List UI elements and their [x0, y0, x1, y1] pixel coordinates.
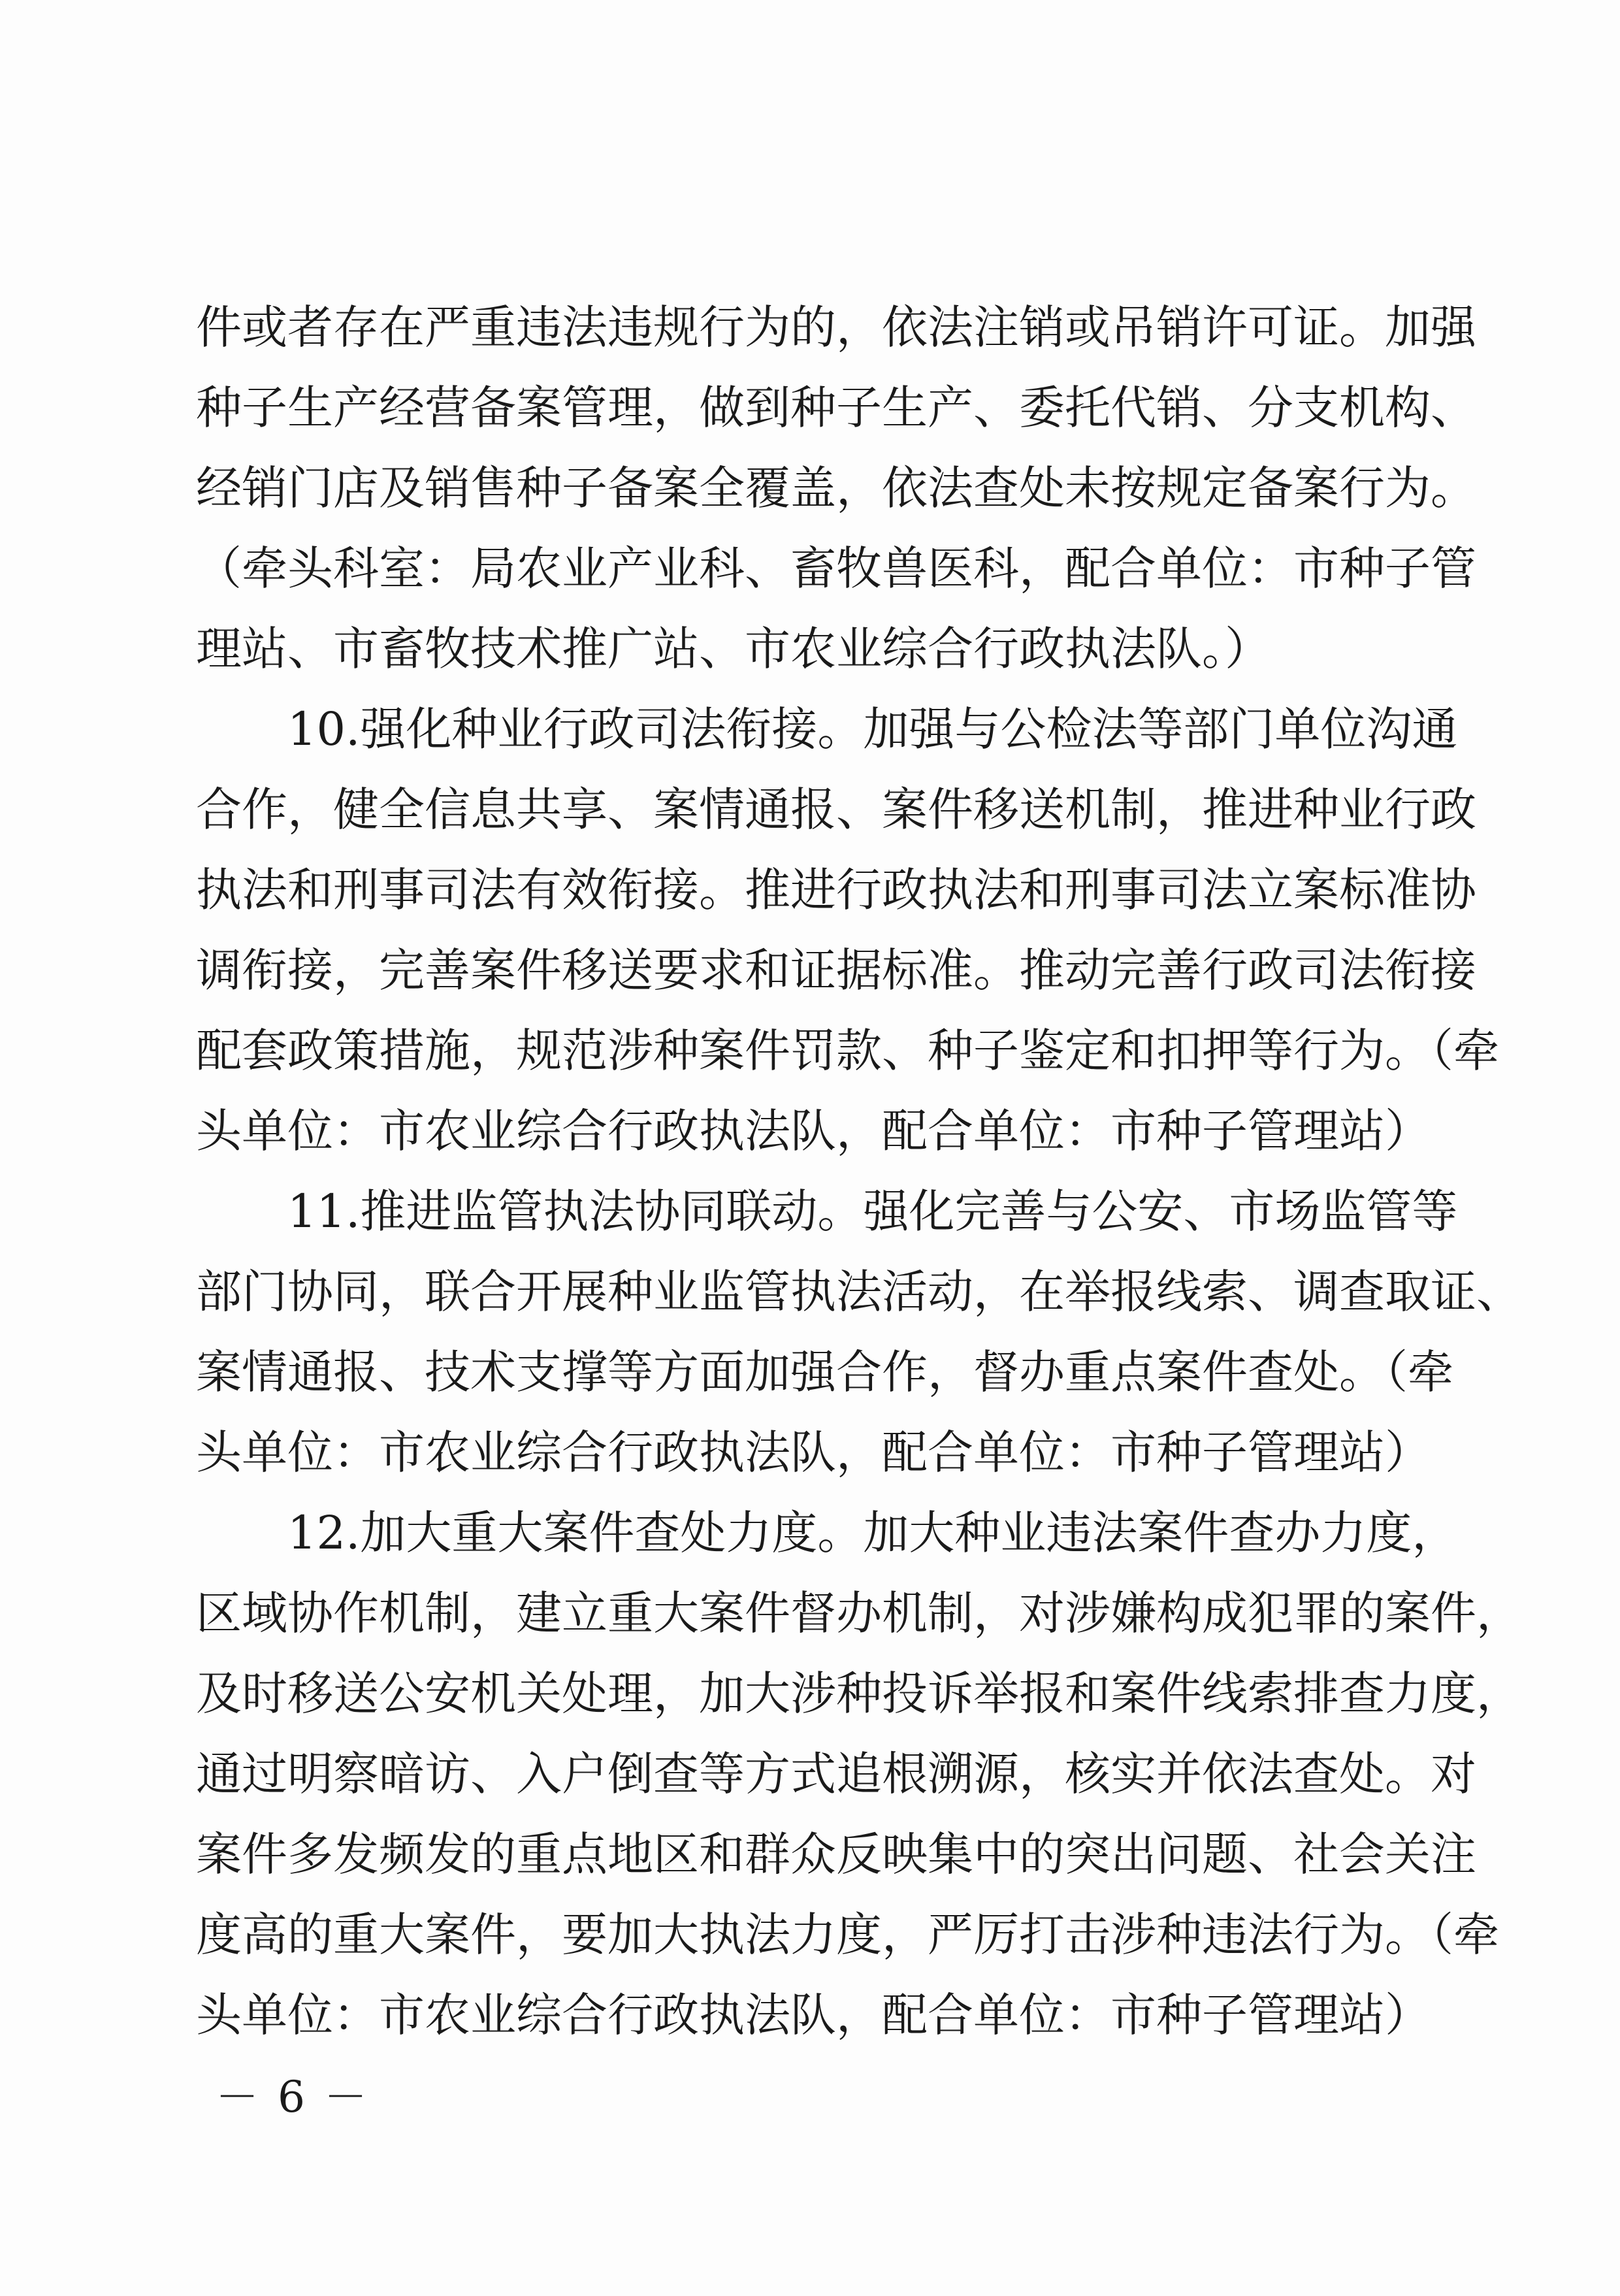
text-line: 案情通报、技术支撑等方面加强合作，督办重点案件查处。（牵: [196, 1345, 1453, 1399]
body-text: [196, 287, 1522, 2056]
text-line: 调衔接，完善案件移送要求和证据标准。推动完善行政司法衔接: [196, 943, 1476, 997]
text-line: 头单位：市农业综合行政执法队，配合单位：市种子管理站）: [196, 1104, 1431, 1158]
text-line: 度高的重大案件，要加大执法力度，严厉打击涉种违法行为。（牵: [196, 1908, 1499, 1961]
text-line: 经销门店及销售种子备案全覆盖，依法查处未按规定备案行为。: [196, 461, 1476, 515]
text-line: 区域协作机制，建立重大案件督办机制，对涉嫌构成犯罪的案件，: [196, 1586, 1522, 1640]
section-heading-line: 10.强化种业行政司法衔接。加强与公检法等部门单位沟通: [287, 702, 1458, 756]
text-line: 及时移送公安机关处理，加大涉种投诉举报和案件线索排查力度，: [196, 1667, 1522, 1720]
text-line: 通过明察暗访、入户倒查等方式追根溯源，核实并依法查处。对: [196, 1747, 1476, 1801]
text-line: 头单位：市农业综合行政执法队，配合单位：市种子管理站）: [196, 1426, 1431, 1479]
page-number: － 6 －: [216, 2072, 370, 2122]
text-line: 执法和刑事司法有效衔接。推进行政执法和刑事司法立案标准协: [196, 863, 1476, 917]
text-line: 种子生产经营备案管理，做到种子生产、委托代销、分支机构、: [196, 381, 1476, 435]
section-heading-line: 12.加大重大案件查处力度。加大种业违法案件查办力度，: [287, 1506, 1458, 1560]
text-line: 案件多发频发的重点地区和群众反映集中的突出问题、社会关注: [196, 1828, 1476, 1881]
section-heading-line: 11.推进监管执法协同联动。强化完善与公安、市场监管等: [287, 1185, 1458, 1238]
text-line: 配套政策措施，规范涉种案件罚款、种子鉴定和扣押等行为。（牵: [196, 1024, 1499, 1077]
text-line: 部门协同，联合开展种业监管执法活动，在举报线索、调查取证、: [196, 1265, 1522, 1319]
text-line: 件或者存在严重违法违规行为的，依法注销或吊销许可证。加强: [196, 301, 1476, 354]
text-line: 头单位：市农业综合行政执法队，配合单位：市种子管理站）: [196, 1988, 1431, 2042]
text-line: 合作，健全信息共享、案情通报、案件移送机制，推进种业行政: [196, 783, 1476, 836]
text-line: 理站、市畜牧技术推广站、市农业综合行政执法队。）: [196, 622, 1271, 676]
text-line: （牵头科室：局农业产业科、畜牧兽医科，配合单位：市种子管: [196, 542, 1476, 595]
